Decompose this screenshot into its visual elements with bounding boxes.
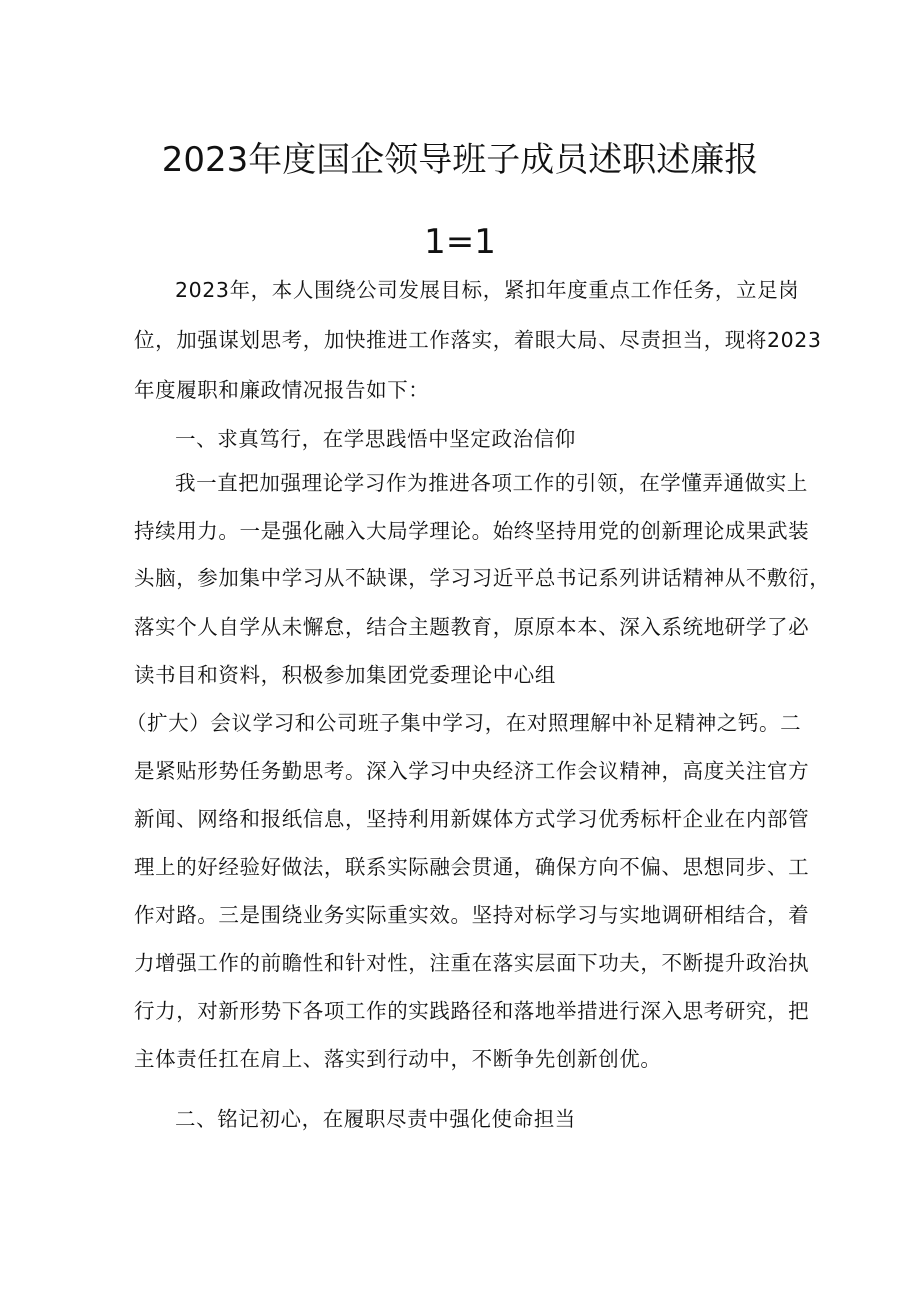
body-line: 力增强工作的前瞻性和针对性，注重在落实层面下功夫，不断提升政治执 xyxy=(134,951,810,975)
body-line: 落实个人自学从未懈怠，结合主题教育，原原本本、深入系统地研学了必 xyxy=(134,615,810,639)
body-line: 我一直把加强理论学习作为推进各项工作的引领，在学懂弄通做实上 xyxy=(175,471,808,495)
body-line: 持续用力。一是强化融入大局学理论。始终坚持用党的创新理论成果武装 xyxy=(134,519,810,543)
document-title: 2023年度国企领导班子成员述职述廉报 xyxy=(161,140,759,180)
intro-line: 年度履职和廉政情况报告如下： xyxy=(134,378,430,402)
body-line: 行力，对新形势下各项工作的实践路径和落地举措进行深入思考研究，把 xyxy=(134,999,810,1023)
body-line: 读书目和资料，积极参加集团党委理论中心组 xyxy=(134,663,556,687)
body-line: 理上的好经验好做法，联系实际融会贯通，确保方向不偏、思想同步、工 xyxy=(134,855,810,879)
body-line: （扩大）会议学习和公司班子集中学习，在对照理解中补足精神之钙。二 xyxy=(126,711,802,735)
intro-line: 2023年，本人围绕公司发展目标，紧扣年度重点工作任务，立足岗 xyxy=(175,278,800,302)
body-line: 是紧贴形势任务勤思考。深入学习中央经济工作会议精神，高度关注官方 xyxy=(134,759,810,783)
body-line: 新闻、网络和报纸信息，坚持利用新媒体方式学习优秀标杆企业在内部管 xyxy=(134,807,810,831)
intro-line: 位，加强谋划思考，加快推进工作落实，着眼大局、尽责担当，现将2023 xyxy=(134,328,822,352)
document-title-continuation: 1=1 xyxy=(424,222,496,262)
body-line: 主体责任扛在肩上、落实到行动中，不断争先创新创优。 xyxy=(134,1047,662,1071)
body-line: 作对路。三是围绕业务实际重实效。坚持对标学习与实地调研相结合，着 xyxy=(134,903,810,927)
section-heading-1: 一、求真笃行，在学思践悟中坚定政治信仰 xyxy=(175,427,576,451)
section-heading-2: 二、铭记初心，在履职尽责中强化使命担当 xyxy=(175,1107,576,1131)
body-line: 头脑，参加集中学习从不缺课，学习习近平总书记系列讲话精神从不敷衍， xyxy=(134,566,831,590)
